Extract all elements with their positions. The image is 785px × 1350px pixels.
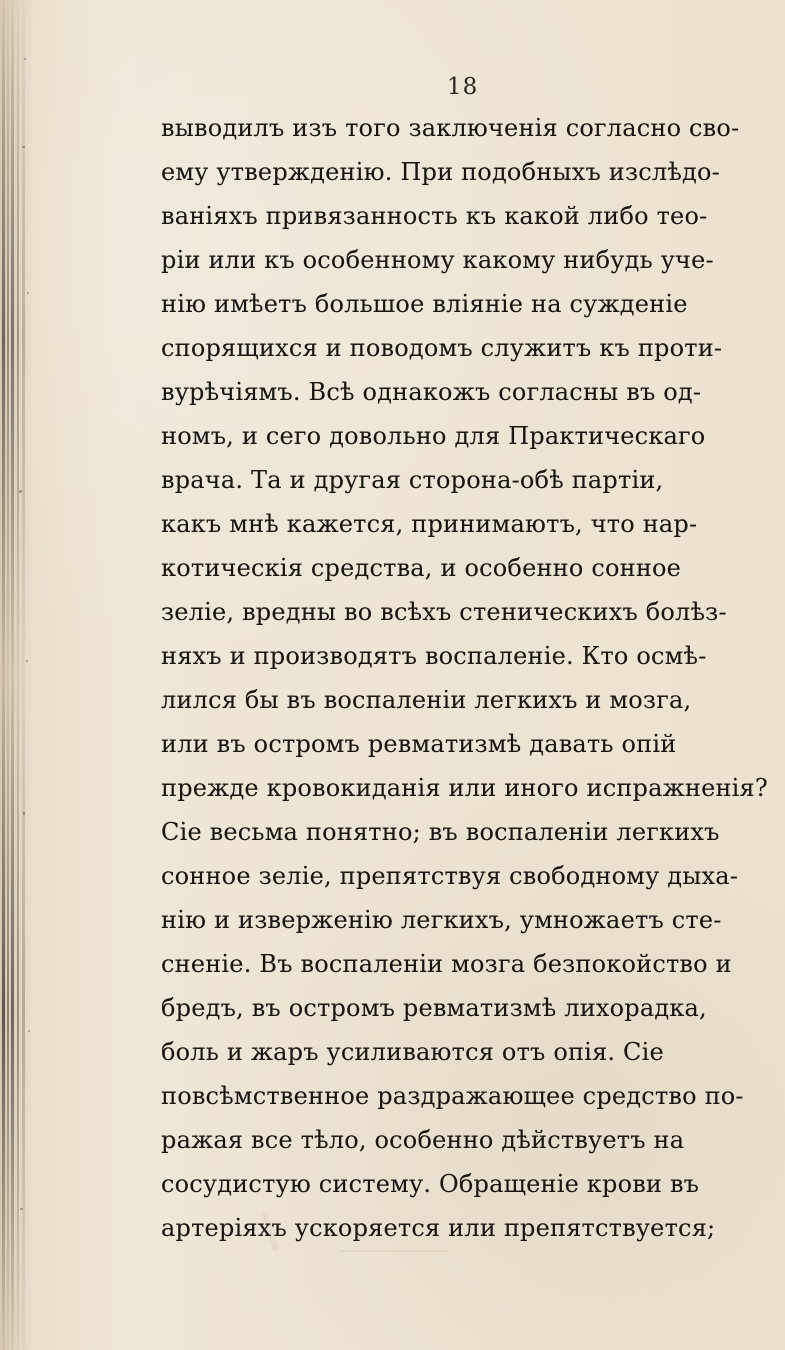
- paper-mark: [340, 1250, 450, 1252]
- text-line-19: нію и изверженію легкихъ, умножаетъ сте-: [161, 906, 722, 934]
- paper-speck: [26, 660, 28, 662]
- paper-speck: [22, 146, 25, 148]
- text-line-6: спорящихся и поводомъ служитъ къ проти-: [161, 334, 723, 362]
- paper-speck: [23, 812, 25, 815]
- spine-line: [17, 0, 19, 1350]
- text-line-13: няхъ и производятъ воспаленіе. Кто осмѣ-: [161, 642, 707, 670]
- text-line-11: котическія средства, и особенно сонное: [161, 554, 682, 582]
- text-line-12: зеліе, вредны во всѣхъ стеническихъ болѣз-: [161, 598, 727, 626]
- text-line-16: прежде кровокиданія или иного испражненія?: [161, 774, 768, 802]
- paper-speck: [27, 292, 29, 294]
- text-line-26: артеріяхъ ускоряется или препятствуется;: [161, 1214, 716, 1242]
- text-line-14: лился бы въ воспаленіи легкихъ и мозга,: [161, 686, 692, 714]
- text-line-23: повсѣмственное раздражающее средство по-: [161, 1082, 744, 1110]
- text-line-9: врача. Та и другая сторона-обѣ партіи,: [161, 466, 664, 494]
- paper-speck: [24, 58, 26, 60]
- text-line-10: какъ мнѣ кажется, принимаютъ, что нар-: [161, 510, 698, 538]
- page-number: 18: [447, 74, 479, 100]
- text-line-17: Сіе весьма понятно; въ воспаленіи легкихъ: [161, 818, 720, 846]
- text-line-2: ему утвержденію. При подобныхъ изслѣдо-: [161, 158, 720, 186]
- text-line-3: ваніяхъ привязанность къ какой либо тео-: [161, 202, 708, 230]
- text-line-8: номъ, и сего довольно для Практическаго: [161, 422, 706, 450]
- text-line-18: сонное зеліе, препятствуя свободному дыха-: [161, 862, 739, 890]
- text-line-7: вурѣчіямъ. Всѣ однакожъ согласны въ од-: [161, 378, 702, 406]
- text-line-4: ріи или къ особенному какому нибудь уче-: [161, 246, 714, 274]
- text-line-5: нію имѣетъ большое вліяніе на сужденіе: [161, 290, 688, 318]
- spine-line: [2, 0, 5, 1350]
- text-line-22: боль и жаръ усиливаются отъ опія. Сіе: [161, 1038, 664, 1066]
- text-line-21: бредъ, въ остромъ ревматизмѣ лихорадка,: [161, 994, 707, 1022]
- paper-speck: [19, 490, 22, 493]
- spine-line: [11, 0, 14, 1350]
- text-line-1: выводилъ изъ того заключенія согласно сво-: [161, 114, 740, 142]
- text-line-15: или въ остромъ ревматизмѣ давать опій: [161, 730, 677, 758]
- text-line-24: ражая все тѣло, особенно дѣйствуетъ на: [161, 1126, 685, 1154]
- text-line-20: сненіе. Въ воспаленіи мозга безпокойство и: [161, 950, 732, 978]
- book-spine-edge: [0, 0, 32, 1350]
- paper-speck: [28, 1030, 30, 1032]
- spine-line: [7, 0, 9, 1350]
- paper-speck: [20, 1208, 23, 1210]
- spine-line: [22, 0, 25, 1350]
- paper-mark: [610, 1230, 648, 1232]
- text-line-25: сосудистую систему. Обращеніе крови въ: [161, 1170, 700, 1198]
